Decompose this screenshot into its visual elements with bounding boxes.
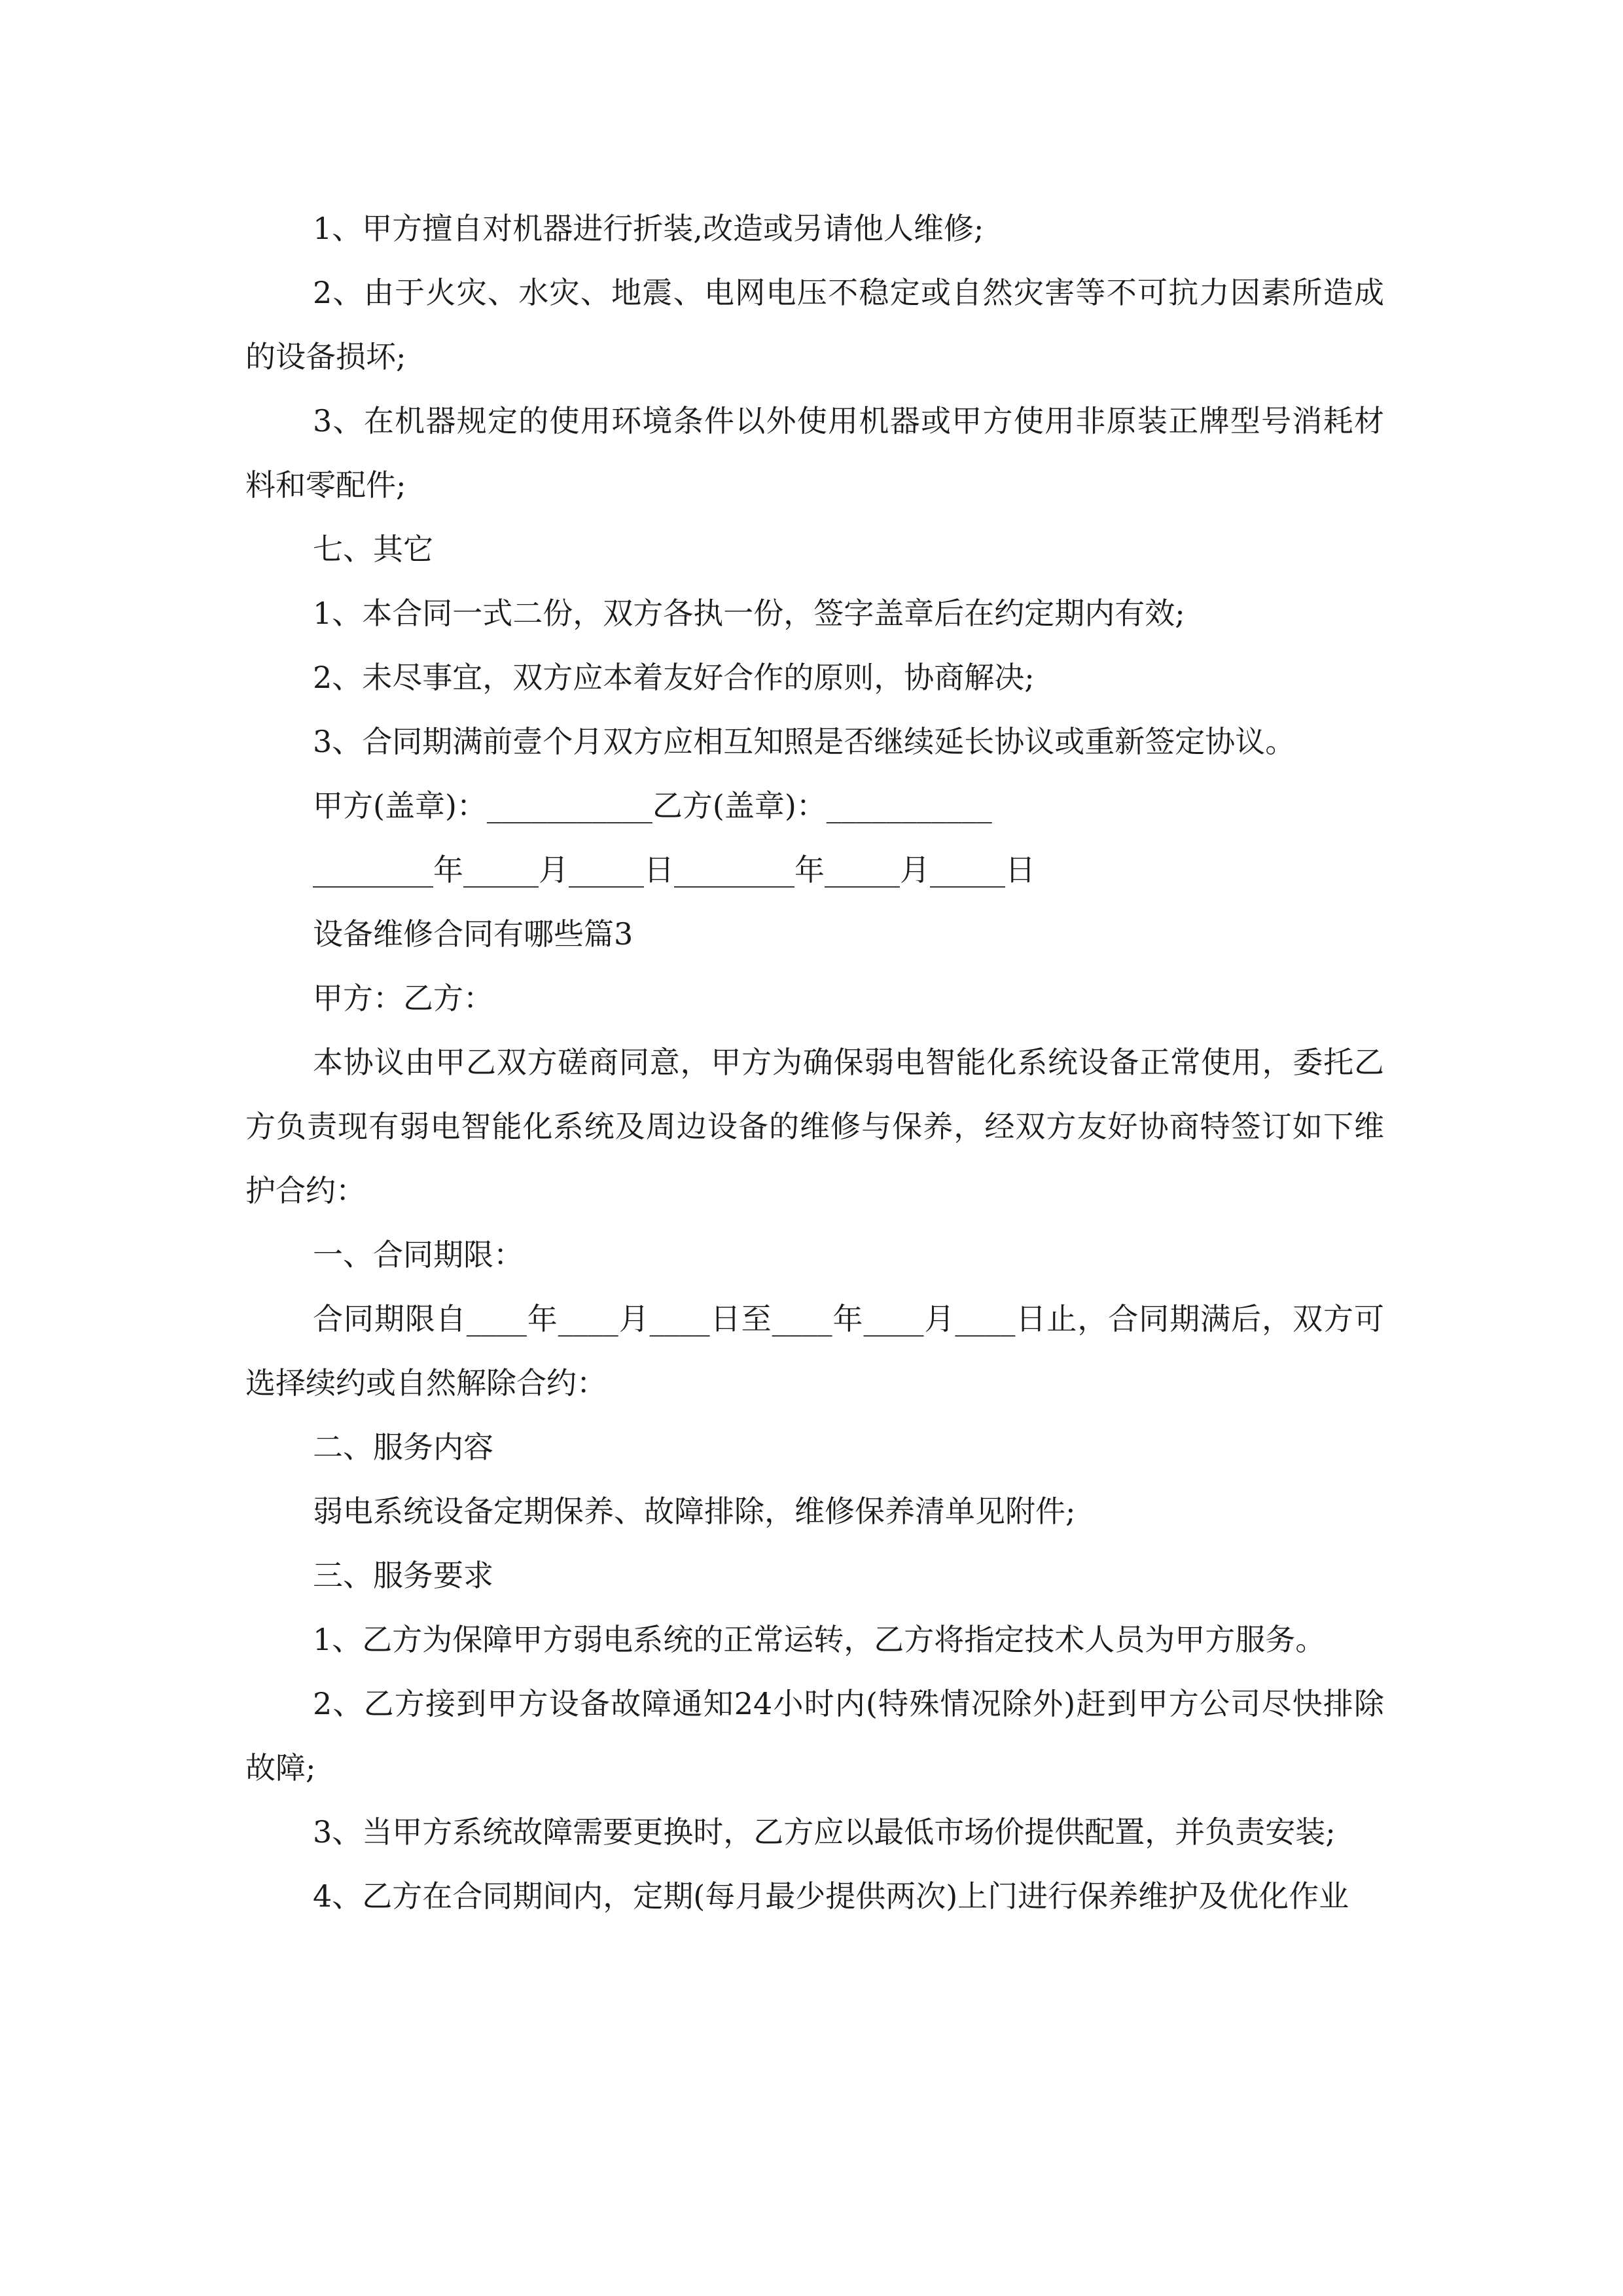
agreement-intro: 本协议由甲乙双方磋商同意，甲方为确保弱电智能化系统设备正常使用，委托乙方负责现有弱电智能化系统及周边设备的维修与保养，经双方友好协商特签订如下维护合约： xyxy=(245,1045,1384,1208)
requirement-3: 3、当甲方系统故障需要更换时，乙方应以最低市场价提供配置，并负责安装; xyxy=(313,1814,1336,1850)
clause-other-2: 2、未尽事宜，双方应本着友好合作的原则，协商解决; xyxy=(313,660,1035,695)
section-heading-other: 七、其它 xyxy=(313,531,433,567)
section-heading-service-content: 二、服务内容 xyxy=(313,1429,493,1465)
parties-line: 甲方：乙方： xyxy=(313,980,493,1016)
clause-other-3: 3、合同期满前壹个月双方应相互知照是否继续延长协议或重新签定协议。 xyxy=(313,724,1296,759)
service-content-clause: 弱电系统设备定期保养、故障排除，维修保养清单见附件; xyxy=(313,1494,1076,1529)
clause-exclusion-2: 2、由于火灾、水灾、地震、电网电压不稳定或自然灾害等不可抗力因素所造成的设备损坏; xyxy=(245,275,1384,374)
document-body xyxy=(245,196,1384,1928)
clause-exclusion-1: 1、甲方擅自对机器进行折装,改造或另请他人维修; xyxy=(313,211,984,246)
contract-title: 设备维修合同有哪些篇3 xyxy=(313,916,633,952)
section-heading-term: 一、合同期限： xyxy=(313,1237,524,1272)
clause-exclusion-3: 3、在机器规定的使用环境条件以外使用机器或甲方使用非原装正牌型号消耗材料和零配件; xyxy=(245,403,1384,503)
clause-other-1: 1、本合同一式二份，双方各执一份，签字盖章后在约定期内有效; xyxy=(313,596,1185,631)
signature-line: 甲方(盖章)：___________乙方(盖章)：___________ xyxy=(313,788,992,823)
requirement-1: 1、乙方为保障甲方弱电系统的正常运转，乙方将指定技术人员为甲方服务。 xyxy=(313,1622,1326,1657)
requirement-4: 4、乙方在合同期间内，定期(每月最少提供两次)上门进行保养维护及优化作业 xyxy=(313,1878,1349,1914)
requirement-2: 2、乙方接到甲方设备故障通知24小时内(特殊情况除外)赶到甲方公司尽快排除故障; xyxy=(245,1686,1384,1785)
term-clause: 合同期限自____年____月____日至____年____月____日止，合同期满后，双方可选择续约或自然解除合约： xyxy=(245,1301,1384,1401)
section-heading-service-requirements: 三、服务要求 xyxy=(313,1558,493,1593)
date-line: ________年_____月_____日________年_____月_____日 xyxy=(313,852,1035,888)
